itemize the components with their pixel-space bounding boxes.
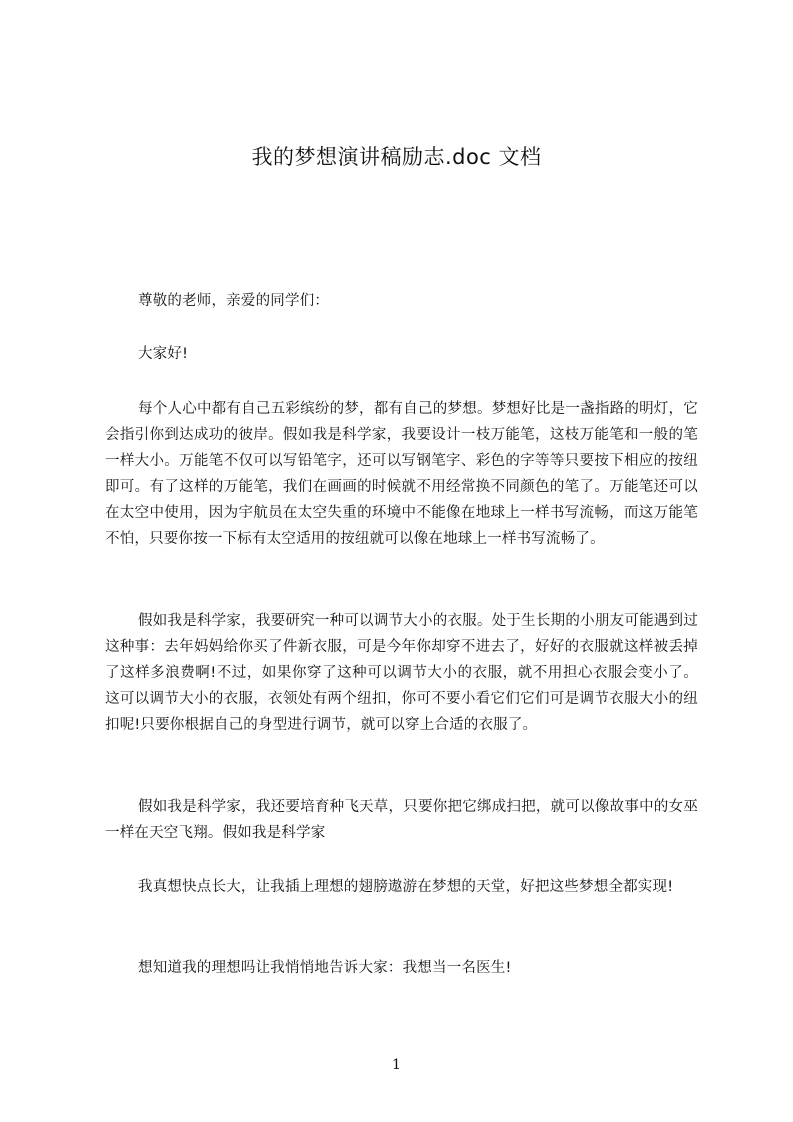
paragraph-hello: 大家好! — [138, 346, 189, 362]
paragraph-pen: 每个人心中都有自己五彩缤纷的梦，都有自己的梦想。梦想好比是一盏指路的明灯，它会指引你到达成功的彼岸。假如我是科学家，我要设计一枝万能笔，这枝万能笔和一般的笔一样大小。万能笔不仅可以写铅笔字，还可以写钢笔字、彩色的字等等只要按下相应的按纽即可。有了这样的万能笔，我们在画画的时候就不用经常换不同颜色的笔了。万能笔还可以在太空中使用，因为宇航员在太空失重的环境中不能像在地球上一样书写流畅，而这万能笔不怕，只要你按一下标有太空适用的按纽就可以像在地球上一样书写流畅了。 — [105, 401, 698, 547]
document-title: 我的梦想演讲稿励志.doc 文档 — [251, 145, 542, 169]
paragraph-doctor: 想知道我的理想吗让我悄悄地告诉大家：我想当一名医生! — [138, 960, 512, 976]
paragraph-clothes: 假如我是科学家，我要研究一种可以调节大小的衣服。处于生长期的小朋友可能遇到过这种事：去年妈妈给你买了件新衣服，可是今年你却穿不进去了，好好的衣服就这样被丢掉了这样多浪费啊!不过，如果你穿了这种可以调节大小的衣服，就不用担心衣服会变小了。这可以调节大小的衣服，衣领处有两个纽扣，你可不要小看它们它们可是调节衣服大小的纽扣呢!只要你根据自己的身型进行调节，就可以穿上合适的衣服了。 — [105, 613, 698, 733]
paragraph-greeting: 尊敬的老师，亲爱的同学们： — [138, 293, 330, 309]
paragraph-flying-grass: 假如我是科学家，我还要培育种飞天草，只要你把它绑成扫把，就可以像故事中的女巫一样在天空飞翔。假如我是科学家 — [105, 799, 698, 841]
page-number: 1 — [392, 1057, 401, 1073]
paragraph-grow-up: 我真想快点长大，让我插上理想的翅膀遨游在梦想的天堂，好把这些梦想全都实现! — [138, 879, 674, 895]
